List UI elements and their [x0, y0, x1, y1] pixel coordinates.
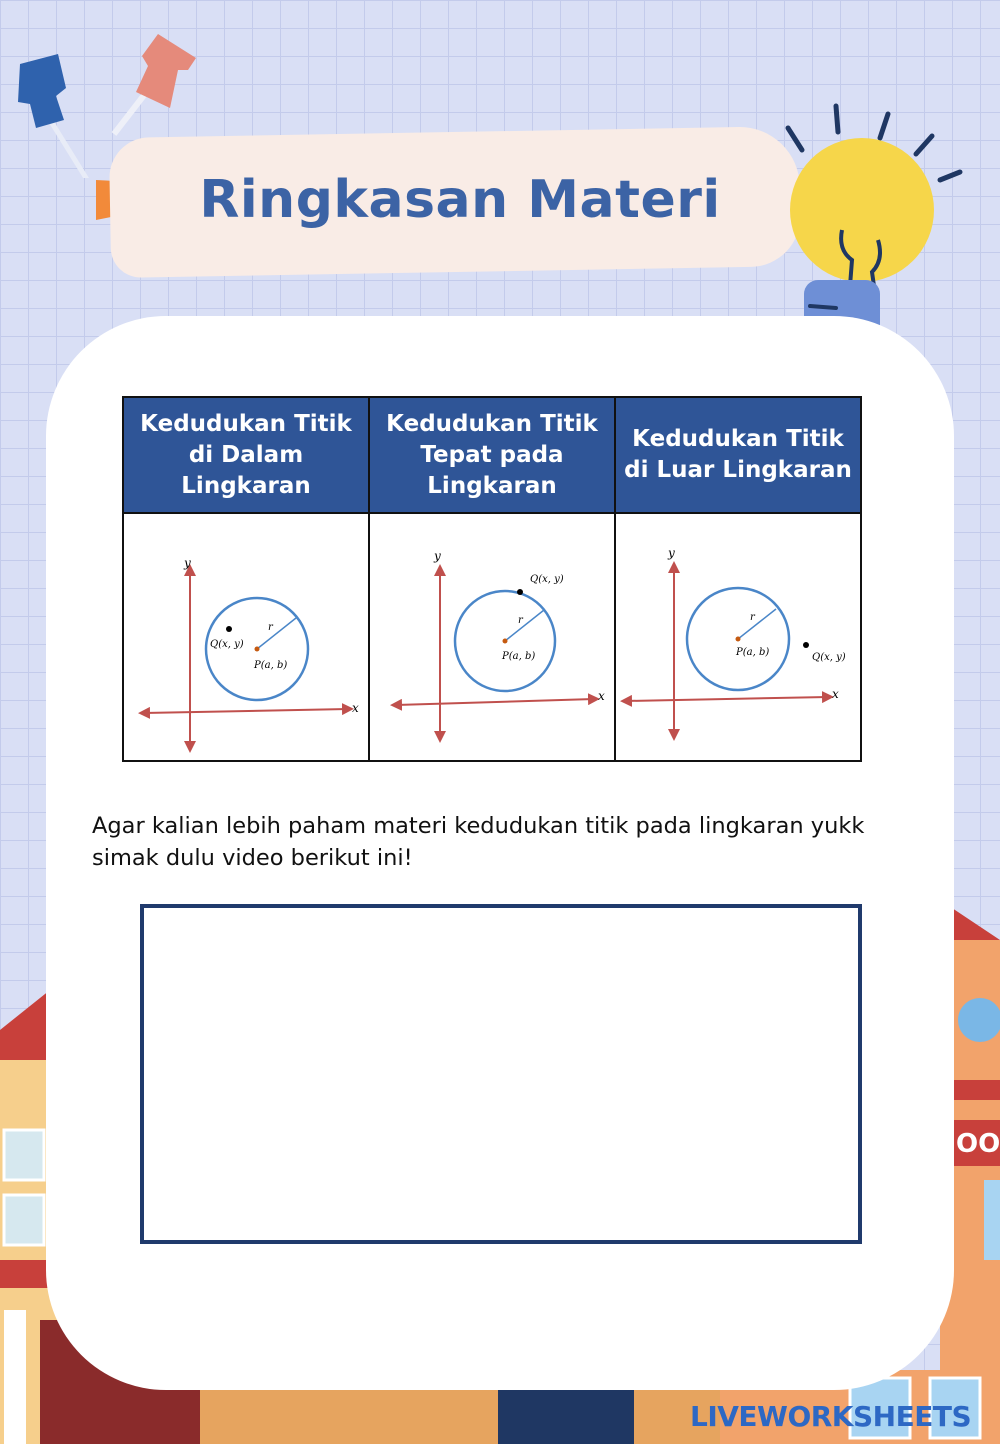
- header-outside: Kedudukan Titik di Luar Lingkaran: [615, 397, 861, 513]
- liveworksheets-logo: [690, 1400, 971, 1433]
- summary-table: [122, 396, 862, 762]
- point-label: Q(x, y): [530, 574, 564, 585]
- x-axis-label: x: [352, 701, 359, 715]
- y-axis-label: y: [668, 546, 675, 560]
- intro-paragraph: Agar kalian lebih paham materi kedudukan titik pada lingkaran yukk simak dulu video berikut ini!: [92, 813, 865, 871]
- diagram-point-inside-circle: [126, 515, 366, 755]
- diagram-point-on-circle: [372, 515, 612, 755]
- blue-pushpin-icon: [8, 48, 98, 178]
- table-header-row: [123, 397, 861, 513]
- diagram-cell-inside: [123, 513, 369, 761]
- diagram-point-outside-circle: [618, 515, 858, 755]
- center-label: P(a, b): [502, 651, 536, 662]
- point-label: Q(x, y): [210, 639, 244, 650]
- video-embed-frame[interactable]: [140, 904, 862, 1244]
- radius-label: r: [750, 612, 755, 623]
- table-diagram-row: [123, 513, 861, 761]
- liveworksheets-brand-text: LIVEWORKSHEETS: [690, 1400, 972, 1433]
- y-axis-label: y: [184, 556, 191, 570]
- svg-text:OO: OO: [956, 1129, 1000, 1159]
- diagram-cell-outside: [615, 513, 861, 761]
- header-on: Kedudukan Titik Tepat pada Lingkaran: [369, 397, 615, 513]
- center-label: P(a, b): [254, 660, 288, 671]
- page-title: Ringkasan Materi: [199, 170, 721, 230]
- x-axis-label: x: [598, 689, 605, 703]
- diagram-cell-on: [369, 513, 615, 761]
- building-street-strip: [200, 1390, 720, 1444]
- point-label: Q(x, y): [812, 652, 846, 663]
- building-dark-door: [498, 1390, 634, 1444]
- radius-label: r: [268, 622, 273, 633]
- y-axis-label: y: [434, 549, 441, 563]
- header-inside: Kedudukan Titik di Dalam Lingkaran: [123, 397, 369, 513]
- x-axis-label: x: [832, 687, 839, 701]
- radius-label: r: [518, 615, 523, 626]
- center-label: P(a, b): [736, 647, 770, 658]
- salmon-pushpin-icon: [108, 30, 208, 140]
